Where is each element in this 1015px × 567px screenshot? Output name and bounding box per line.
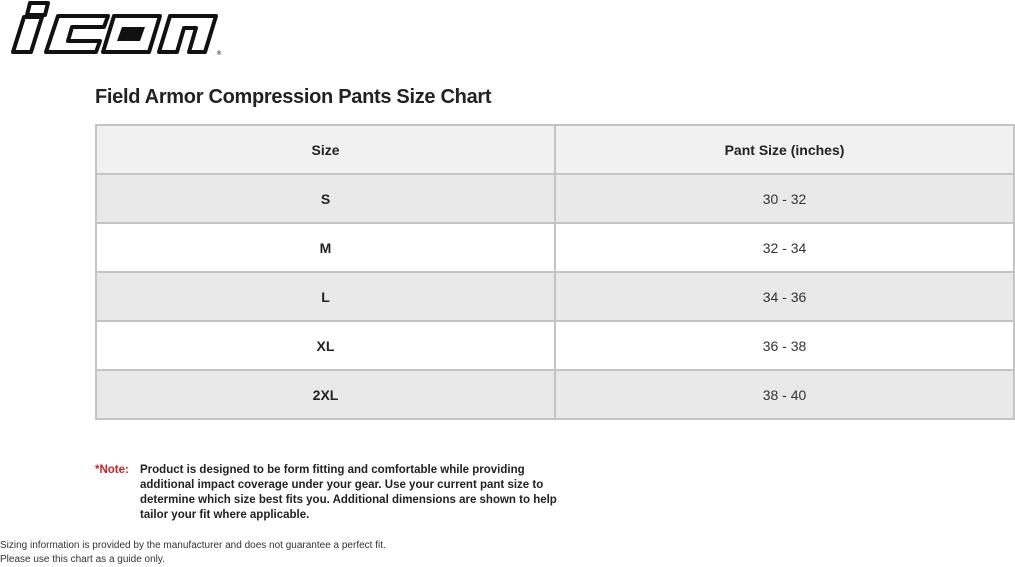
size-cell: L xyxy=(96,272,555,321)
pant-size-cell: 36 - 38 xyxy=(555,321,1014,370)
page-title: Field Armor Compression Pants Size Chart xyxy=(95,86,492,108)
size-cell: 2XL xyxy=(96,370,555,419)
icon-logo xyxy=(0,0,224,58)
table-row xyxy=(96,174,1014,223)
table-row xyxy=(96,272,1014,321)
sizing-disclaimer xyxy=(0,539,386,567)
size-cell: XL xyxy=(96,321,555,370)
pant-size-column-header: Pant Size (inches) xyxy=(555,125,1014,174)
pant-size-cell: 34 - 36 xyxy=(555,272,1014,321)
table-header-row xyxy=(96,125,1014,174)
table-row xyxy=(96,370,1014,419)
pant-size-cell: 32 - 34 xyxy=(555,223,1014,272)
size-cell: M xyxy=(96,223,555,272)
table-row xyxy=(96,321,1014,370)
fit-note xyxy=(95,463,565,523)
note-text: Product is designed to be form fitting and comfortable while providing additional impact coverage under your gear. Use your current pant size to determine which size best fits you. Additional dimensions are shown to help tailor your fit where applicable. xyxy=(140,464,557,521)
size-cell: S xyxy=(96,174,555,223)
table-row xyxy=(96,223,1014,272)
disclaimer-line: Sizing information is provided by the manufacturer and does not guarantee a perfect fit. xyxy=(0,540,386,551)
pant-size-cell: 38 - 40 xyxy=(555,370,1014,419)
svg-text:®: ® xyxy=(216,50,222,57)
size-column-header: Size xyxy=(96,125,555,174)
size-chart-table xyxy=(95,124,1015,420)
pant-size-cell: 30 - 32 xyxy=(555,174,1014,223)
disclaimer-line: Please use this chart as a guide only. xyxy=(0,554,165,565)
note-label: *Note: xyxy=(95,464,129,476)
